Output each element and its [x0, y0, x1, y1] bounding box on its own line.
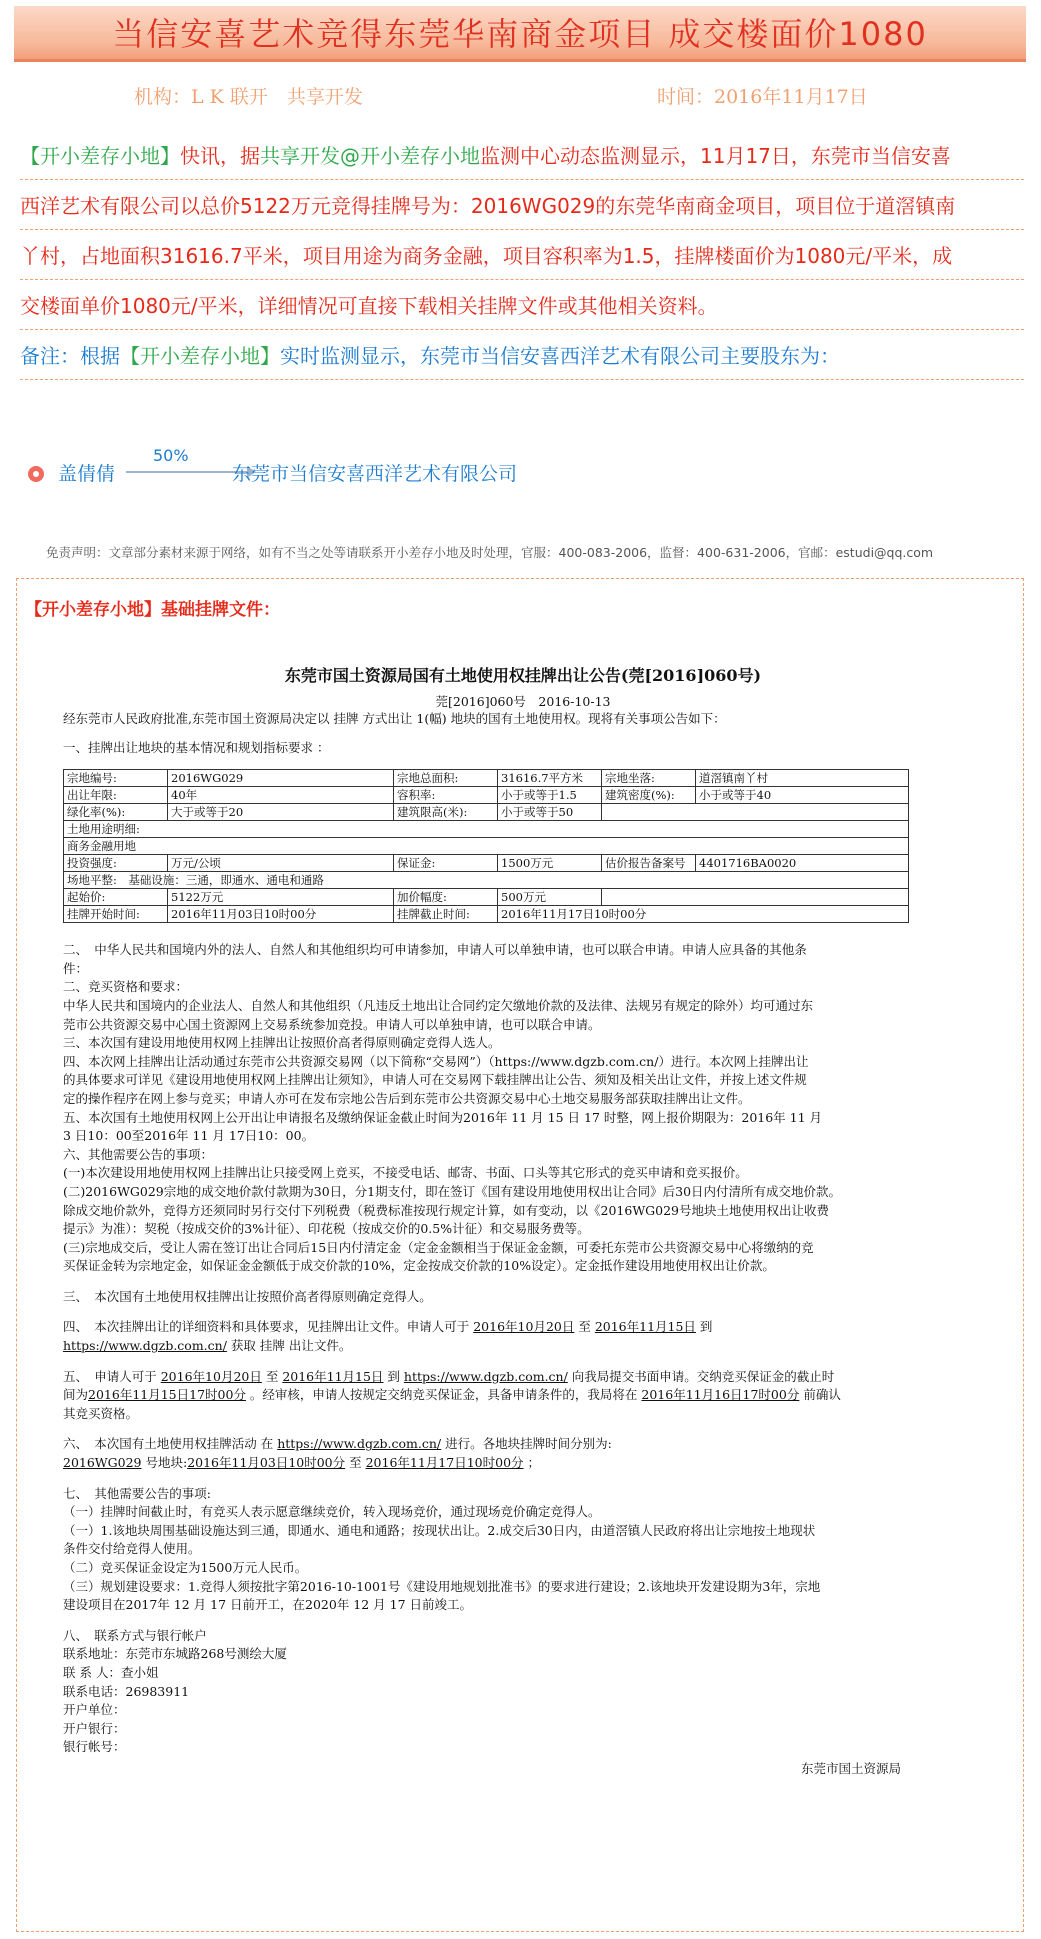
org-label: 机构：L K 联开 共享开发	[134, 86, 363, 108]
notice-paragraph: 三、本次国有建设用地使用权网上挂牌出让按照价高者得原则确定竞得人选人。	[63, 1035, 501, 1051]
text-span: 至	[574, 1319, 595, 1335]
notice-paragraph: 条件交付给竞得人使用。	[63, 1541, 201, 1557]
table-cell: 2016年11月17日10时00分	[498, 906, 909, 923]
parcel-table	[63, 769, 909, 923]
text-span: 向我局提交书面申请。交纳竞买保证金的截止时	[567, 1368, 835, 1384]
notice-paragraph	[63, 1435, 983, 1454]
issuer-signature: 东莞市国土资源局	[800, 1760, 901, 1776]
brand-link[interactable]: 共享开发@开小差存小地	[260, 144, 480, 168]
text-span: 至	[261, 1368, 283, 1384]
table-cell: 保证金:	[394, 855, 498, 872]
remark-line	[20, 332, 1024, 380]
table-cell: 投资强度:	[64, 855, 168, 872]
notice-paragraph: 中华人民共和国境内的企业法人、自然人和其他组织（凡违反土地出让合同约定欠缴地价款的及法律、法规另有规定的除外）均可通过东	[63, 997, 814, 1013]
table-row	[64, 770, 909, 787]
notice-paragraph: 定的操作程序在网上参与竞买；申请人亦可在发布宗地公告后到东莞市公共资源交易中心土地交易服务部获取挂牌出让文件。	[63, 1090, 751, 1106]
notice-paragraph: 三、 本次国有土地使用权挂牌出让按照价高者得原则确定竞得人。	[63, 1288, 432, 1304]
table-cell: 4401716BA0020	[696, 855, 909, 872]
table-cell: 小于或等于50	[498, 804, 602, 821]
brand-tag: 【开小差存小地】	[120, 344, 280, 368]
text-span: 到	[383, 1368, 404, 1384]
table-cell: 宗地坐落:	[602, 770, 696, 787]
table-cell: 挂牌截止时间:	[394, 906, 498, 923]
table-cell: 挂牌开始时间:	[64, 906, 168, 923]
notice-paragraph: （一）挂牌时间截止时，有竞买人表示愿意继续竞价，转入现场竞价，通过现场竞价确定竞得人。	[63, 1504, 601, 1520]
text-span: 到	[695, 1319, 713, 1335]
table-cell: 1500万元	[498, 855, 602, 872]
table-row	[64, 872, 909, 889]
table-row	[64, 821, 909, 838]
website-link[interactable]: https://www.dgzb.com.cn/	[63, 1338, 227, 1354]
notice-intro: 经东莞市人民政府批准,东莞市国土资源局决定以 挂牌 方式出让 1(幅) 地块的国有土地使用权。现将有关事项公告如下：	[63, 711, 726, 726]
table-cell	[602, 804, 909, 821]
disclaimer: 免责声明：文章部分素材来源于网络，如有不当之处等请联系开小差存小地及时处理，官服：400-083-2006，监督：400-631-2006，官邮：estudi@qq.com	[46, 545, 934, 560]
brand-tag: 【开小差存小地】	[20, 144, 180, 168]
share-percent: 50%	[153, 446, 189, 465]
date-span: 2016年11月15日17时00分	[88, 1387, 246, 1403]
date-span: 2016年11月16日17时00分	[641, 1387, 800, 1403]
section-heading: 一、挂牌出让地块的基本情况和规划指标要求 ：	[63, 739, 330, 755]
notice-title: 东莞市国土资源局国有土地使用权挂牌出让公告(莞[2016]060号)	[284, 666, 762, 685]
article-line-1	[20, 132, 1024, 180]
table-cell: 宗地编号:	[64, 770, 168, 787]
table-row	[64, 838, 909, 855]
notice-paragraph: 3 日10：00至2016年 11 月 17日10：00。	[63, 1128, 315, 1144]
table-cell: 小于或等于1.5	[498, 787, 602, 804]
text-span: 前确认	[799, 1387, 841, 1403]
notice-paragraph	[63, 1337, 983, 1356]
document-frame	[16, 578, 1024, 1932]
notice-paragraph: (三)宗地成交后，受让人需在签订出让合同后15日内付清定金（定金金额相当于保证金金额，可委托东莞市公共资源交易中心将缴纳的竞	[63, 1239, 814, 1255]
contact-line: 联 系 人：查小姐	[63, 1664, 159, 1680]
text-span: 监测中心动态监测显示，11月17日，东莞市当信安喜	[480, 144, 951, 168]
table-cell: 大于或等于20	[168, 804, 394, 821]
notice-document	[63, 663, 983, 1777]
notice-paragraph: 二、 中华人民共和国境内外的法人、自然人和其他组织均可申请参加，申请人可以单独申请，也可以联合申请。申请人应具备的其他条	[63, 942, 807, 958]
table-cell: 容积率:	[394, 787, 498, 804]
date-span: 2016年11月15日	[594, 1319, 696, 1335]
notice-paragraph: 买保证金转为宗地定金，如保证金金额低于成交价款的10%，定金按成交价款的10%设定）。定金抵作建设用地使用权出让价款。	[63, 1258, 775, 1274]
notice-paragraph: 其竞买资格。	[63, 1405, 139, 1421]
text-span: 获取 挂牌 出让文件。	[226, 1338, 352, 1354]
article-line-4: 交楼面单价1080元/平米，详细情况可直接下载相关挂牌文件或其他相关资料。	[20, 282, 1024, 330]
table-cell: 道滘镇南丫村	[696, 770, 909, 787]
contact-line: 联系电话：26983911	[63, 1683, 190, 1699]
notice-paragraph: 四、本次网上挂牌出让活动通过东莞市公共资源交易网（以下简称“交易网”）（https://www.dgzb.com.cn/）进行。本次网上挂牌出让	[63, 1053, 809, 1069]
table-cell: 出让年限:	[64, 787, 168, 804]
remark-label: 备注：根据	[20, 344, 120, 368]
table-cell: 40年	[168, 787, 394, 804]
company-name[interactable]: 东莞市当信安喜西洋艺术有限公司	[232, 463, 518, 485]
website-link[interactable]: https://www.dgzb.com.cn/	[277, 1436, 442, 1452]
table-cell: 土地用途明细:	[64, 821, 909, 838]
date-span: 2016年11月15日	[282, 1368, 384, 1384]
notice-paragraph	[63, 1454, 983, 1473]
contact-line: 开户单位：	[63, 1702, 126, 1718]
notice-paragraph: 七、 其他需要公告的事项:	[63, 1485, 211, 1501]
table-row	[64, 855, 909, 872]
person-icon	[28, 466, 44, 482]
article-line-3: 丫村，占地面积31616.7平米，项目用途为商务金融，项目容积率为1.5，挂牌楼面价为1080元/平米，成	[20, 232, 1024, 280]
notice-paragraph	[63, 1318, 983, 1337]
notice-paragraph: 五、本次国有土地使用权网上公开出让申请报名及缴纳保证金截止时间为2016年 11 月 15 日 17 时整，网上报价期限为：2016年 11 月	[63, 1109, 823, 1125]
text-span: 进行。各地块挂牌时间分别为:	[441, 1436, 612, 1452]
notice-paragraph: 件：	[63, 960, 89, 976]
notice-paragraph: (二)2016WG029宗地的成交地价款付款期为30日，分1期支付，即在签订《国有建设用地使用权出让合同》后30日内付清所有成交地价款。	[63, 1183, 842, 1199]
text-span: 。经审核，申请人按规定交纳竞买保证金，具备申请条件的，我局将在	[245, 1387, 642, 1403]
text-span: 快讯，据	[180, 144, 260, 168]
notice-paragraph: （二）竞买保证金设定为1500万元人民币。	[63, 1560, 308, 1575]
text-span: 至	[345, 1455, 366, 1471]
date-span: 2016年11月03日10时00分	[187, 1455, 346, 1471]
notice-number: 莞[2016]060号 2016-10-13	[435, 694, 611, 709]
table-cell: 万元/公顷	[168, 855, 394, 872]
remark-text: 实时监测显示，东莞市当信安喜西洋艺术有限公司主要股东为：	[280, 344, 840, 368]
table-cell: 商务金融用地	[64, 838, 909, 855]
table-cell: 绿化率(%):	[64, 804, 168, 821]
text-span: 间为	[63, 1387, 89, 1403]
table-cell: 5122万元	[168, 889, 394, 906]
table-cell: 估价报告备案号	[602, 855, 696, 872]
date-span: 2016年10月20日	[473, 1319, 575, 1335]
text-span: 六、 本次国有土地使用权挂牌活动 在	[63, 1436, 278, 1452]
table-cell: 宗地总面积:	[394, 770, 498, 787]
text-span: ；	[523, 1455, 541, 1471]
table-cell: 建筑密度(%):	[602, 787, 696, 804]
table-row	[64, 787, 909, 804]
notice-paragraph	[63, 1386, 983, 1405]
notice-paragraph: (一)本次建设用地使用权网上挂牌出让只接受网上竞买，不接受电话、邮寄、书面、口头等其它形式的竞买申请和竞买报价。	[63, 1165, 748, 1181]
table-cell: 2016年11月03日10时00分	[168, 906, 394, 923]
table-cell	[602, 889, 909, 906]
notice-paragraph: 的具体要求可详见《建设用地使用权网上挂牌出让须知》，申请人可在交易网下载挂牌出让公告、须知及相关出让文件，并按上述文件规	[63, 1072, 807, 1088]
document-heading: 【开小差存小地】基础挂牌文件：	[25, 600, 280, 620]
table-row	[64, 906, 909, 923]
contact-line: 银行帐号：	[63, 1739, 126, 1755]
contact-line: 八、 联系方式与银行帐户	[63, 1627, 207, 1643]
notice-paragraph: （一）1.该地块周围基础设施达到三通，即通水、通电和通路；按现状出让。2.成交后30日内，由道滘镇人民政府将出让宗地按土地现状	[63, 1522, 816, 1538]
notice-paragraph: 莞市公共资源交易中心国土资源网上交易系统参加竞投。申请人可以单独申请，也可以联合申请。	[63, 1016, 601, 1032]
date-span: 2016年10月20日	[160, 1368, 262, 1384]
shareholder-name[interactable]: 盖倩倩	[58, 463, 116, 485]
lot-number: 2016WG029	[63, 1455, 142, 1471]
table-cell: 建筑限高(米):	[394, 804, 498, 821]
table-cell: 31616.7平方米	[498, 770, 602, 787]
date-span: 2016年11月17日10时00分	[365, 1455, 524, 1471]
website-link[interactable]: https://www.dgzb.com.cn/	[403, 1368, 568, 1384]
text-span: 号地块:	[141, 1455, 188, 1471]
contact-line: 联系地址：东莞市东城路268号测绘大厦	[63, 1646, 287, 1662]
notice-paragraph: 建设项目在2017年 12 月 17 日前开工，在2020年 12 月 17 日前竣工。	[63, 1597, 473, 1613]
headline-banner: 当信安喜艺术竞得东莞华南商金项目 成交楼面价1080	[14, 6, 1026, 62]
table-cell: 500万元	[498, 889, 602, 906]
table-cell: 2016WG029	[168, 770, 394, 787]
text-span: 五、 申请人可于	[63, 1368, 161, 1384]
notice-paragraph	[63, 1368, 983, 1387]
date-label: 时间：2016年11月17日	[657, 86, 868, 108]
table-row	[64, 804, 909, 821]
notice-paragraph: （三）规划建设要求：1.竞得人须按批字第2016-10-1001号《建设用地规划批准书》的要求进行建设；2.该地块开发建设期为3年，宗地	[63, 1578, 821, 1594]
notice-paragraph: 六、其他需要公告的事项：	[63, 1146, 214, 1162]
article-line-2: 西洋艺术有限公司以总价5122万元竞得挂牌号为：2016WG029的东莞华南商金项目，项目位于道滘镇南	[20, 182, 1024, 230]
notice-paragraph: 二、竞买资格和要求：	[63, 979, 189, 995]
table-cell: 加价幅度:	[394, 889, 498, 906]
notice-paragraph: 提示》为准）：契税（按成交价的3%计征）、印花税（按成交价的0.5%计征）和交易服务费等。	[63, 1221, 590, 1237]
table-cell: 场地平整: 基础设施：三通，即通水、通电和通路	[64, 872, 909, 889]
table-cell: 小于或等于40	[696, 787, 909, 804]
contact-line: 开户银行：	[63, 1720, 126, 1736]
text-span: 四、 本次挂牌出让的详细资料和具体要求，见挂牌出让文件。申请人可于	[63, 1319, 474, 1335]
table-row	[64, 889, 909, 906]
table-cell: 起始价:	[64, 889, 168, 906]
notice-paragraph: 除成交地价款外，竞得方还须同时另行交付下列税费（税费标准按现行规定计算，如有变动，以《2016WG029号地块土地使用权出让收费	[63, 1202, 830, 1218]
